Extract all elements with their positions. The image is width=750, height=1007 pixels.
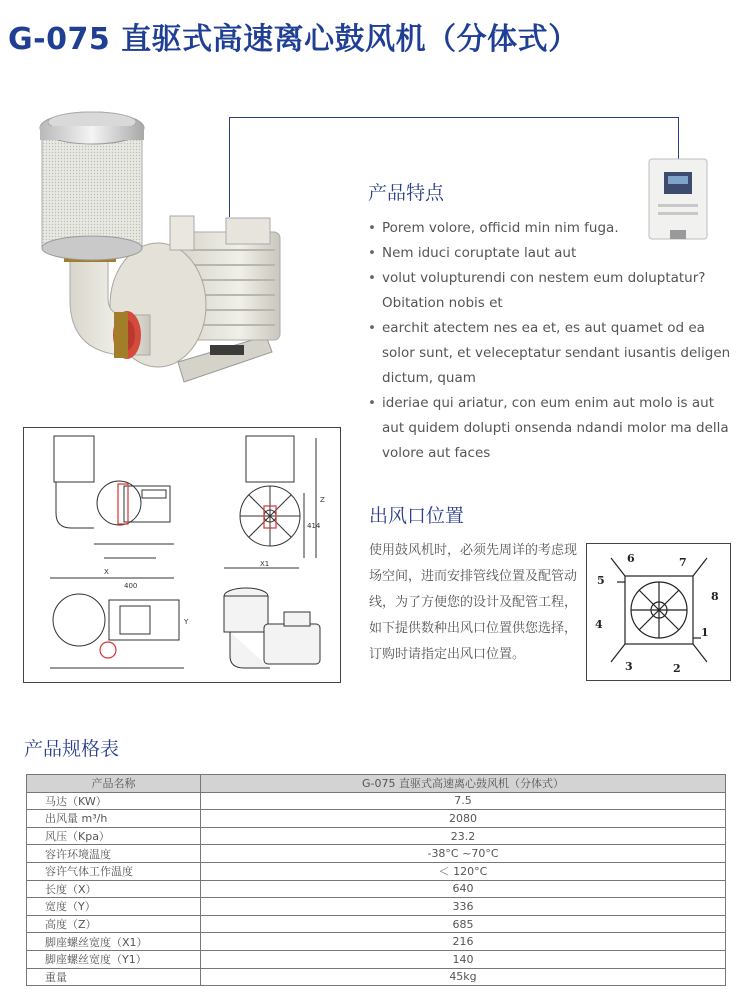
table-row: [27, 862, 726, 880]
technical-drawing-lines: [24, 428, 340, 682]
spec-value: 640: [201, 880, 726, 898]
outlet-diagram: [586, 543, 731, 681]
outlet-position-3: 3: [625, 660, 633, 673]
spec-value: 45kg: [201, 968, 726, 986]
table-row: [27, 827, 726, 845]
outlet-heading: 出风口位置: [369, 505, 465, 527]
page-title: G-075 直驱式高速离心鼓风机（分体式）: [8, 22, 579, 57]
spec-label: 脚座螺丝宽度（Y1）: [27, 950, 201, 968]
features-list: [368, 216, 734, 466]
feature-item: • ideriae qui ariatur, con eum enim aut molo is aut aut quidem dolupti onsenda ndandi molor ma della volore aut faces: [368, 391, 734, 466]
dim-x1-label: X1: [260, 560, 270, 568]
spec-header-name: 产品名称: [27, 775, 201, 793]
spec-label: 容许气体工作温度: [27, 862, 201, 880]
spec-value: 23.2: [201, 827, 726, 845]
spec-heading: 产品规格表: [24, 738, 120, 760]
table-row: [27, 933, 726, 951]
spec-value: 140: [201, 950, 726, 968]
spec-value: 685: [201, 915, 726, 933]
feature-item: • Nem iduci coruptate laut aut: [368, 241, 734, 266]
outlet-position-8: 8: [711, 590, 719, 603]
feature-item: • volut volupturendi con nestem eum doluptatur? Obitation nobis et: [368, 266, 734, 316]
outlet-position-4: 4: [595, 618, 603, 631]
spec-value: ＜ 120°C: [201, 862, 726, 880]
spec-header-model: G-075 直驱式高速离心鼓风机（分体式）: [201, 775, 726, 793]
spec-value: 336: [201, 898, 726, 916]
table-row: [27, 915, 726, 933]
table-row: [27, 810, 726, 828]
outlet-description: 使用鼓风机时，必须先周详的考虑现场空间，进而安排管线位置及配管动线，为了方便您的设计及配管工程，如下提供数种出风口位置供您选择，订购时请指定出风口位置。: [369, 543, 578, 662]
table-row: [27, 968, 726, 986]
table-row: [27, 845, 726, 863]
technical-drawing: [23, 427, 341, 683]
outlet-position-6: 6: [627, 552, 635, 565]
outlet-position-2: 2: [673, 662, 681, 675]
outlet-position-7: 7: [679, 556, 687, 569]
spec-value: 7.5: [201, 792, 726, 810]
features-heading: 产品特点: [368, 182, 445, 204]
spec-label: 重量: [27, 968, 201, 986]
spec-table: [26, 774, 726, 986]
dim-400-label: 400: [124, 582, 138, 590]
spec-label: 长度（X）: [27, 880, 201, 898]
outlet-position-5: 5: [597, 574, 605, 587]
spec-value: -38°C ~70°C: [201, 845, 726, 863]
dim-x-label: X: [104, 568, 109, 576]
connector-line: [229, 117, 679, 217]
spec-label: 马达（KW）: [27, 792, 201, 810]
table-row: [27, 898, 726, 916]
spec-label: 高度（Z）: [27, 915, 201, 933]
spec-label: 容许环境温度: [27, 845, 201, 863]
outlet-diagram-svg: [587, 544, 730, 680]
table-row: [27, 950, 726, 968]
spec-label: 宽度（Y）: [27, 898, 201, 916]
spec-label: 出风量 m³/h: [27, 810, 201, 828]
feature-item: • Porem volore, officid min nim fuga.: [368, 216, 734, 241]
dim-y-label: Y: [184, 618, 189, 626]
spec-header-row: [27, 775, 726, 793]
dim-z-label: Z: [320, 496, 325, 504]
spec-value: 2080: [201, 810, 726, 828]
blower-photo: [30, 100, 290, 400]
dim-414-label: 414: [307, 522, 321, 530]
feature-item: • earchit atectem nes ea et, es aut quamet od ea solor sunt, et veleceptatur sendant iusantis deligen dictum, quam: [368, 316, 734, 391]
table-row: [27, 792, 726, 810]
spec-label: 风压（Kpa）: [27, 827, 201, 845]
outlet-position-1: 1: [701, 626, 709, 639]
spec-label: 脚座螺丝宽度（X1）: [27, 933, 201, 951]
table-row: [27, 880, 726, 898]
spec-value: 216: [201, 933, 726, 951]
